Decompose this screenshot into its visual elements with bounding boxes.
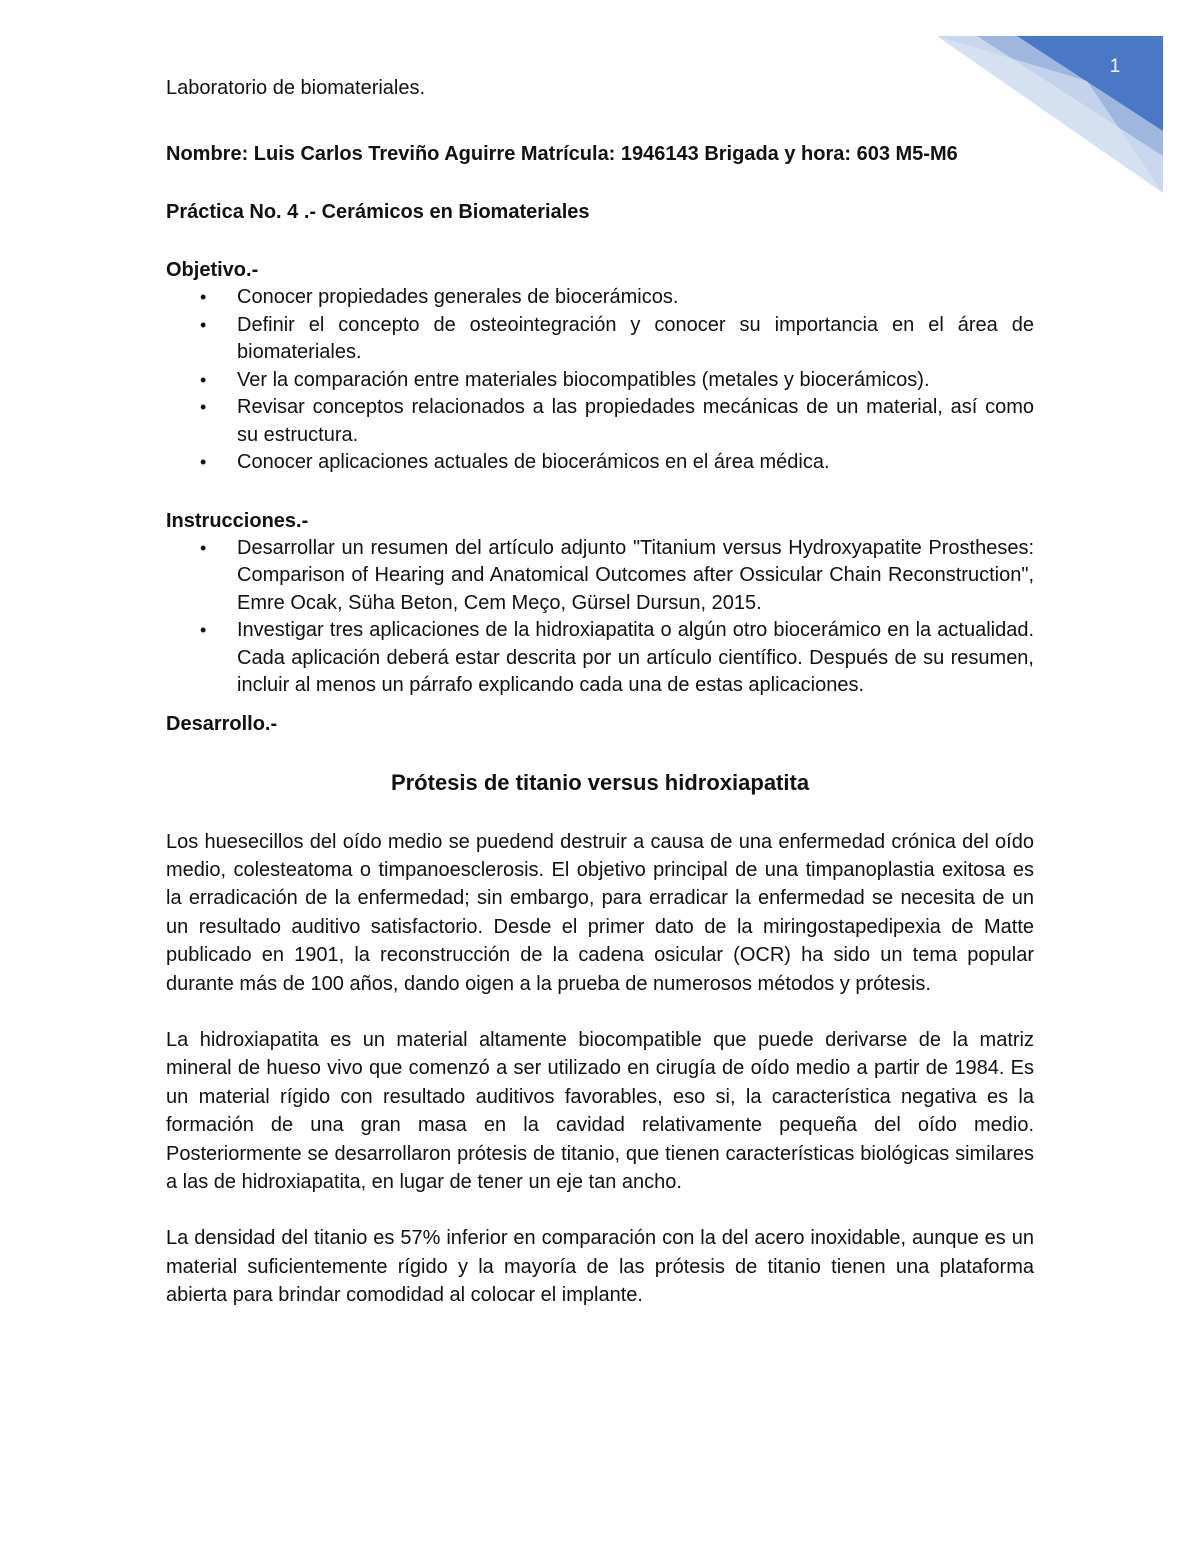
bullet-icon: • <box>200 620 207 640</box>
list-item <box>166 312 1034 367</box>
document-body <box>166 74 1034 1310</box>
list-item <box>166 394 1034 449</box>
objectives-heading: Objetivo.- <box>166 259 259 281</box>
bullet-icon: • <box>200 452 207 472</box>
page-number: 1 <box>1109 56 1121 77</box>
document-header: Laboratorio de biomateriales. <box>166 77 426 99</box>
development-heading: Desarrollo.- <box>166 712 278 735</box>
list-item <box>166 617 1034 700</box>
practice-title: Práctica No. 4 .- Cerámicos en Biomateriales <box>166 201 590 223</box>
instructions-list <box>166 535 1034 700</box>
paragraph: La hidroxiapatita es un material altamente biocompatible que puede derivarse de la matriz mineral de hueso vivo que comenzó a ser utilizado en cirugía de oído medio a partir de 1984. Es un material rígido con resultado auditivos favorables, eso si, la característica negativa es la formación de una gran masa en la cavidad relativamente pequeña del oído medio. Posteriormente se desarrollaron prótesis de titanio, que tienen características biológicas similares a las de hidroxiapatita, en lugar de tener un eje tan ancho. <box>166 1028 1034 1193</box>
list-item <box>166 284 1034 312</box>
bullet-icon: • <box>200 314 207 335</box>
list-item-text: Definir el concepto de osteointegración y conocer su importancia en el área de biomateriales. <box>237 313 1034 363</box>
list-item <box>166 449 1034 477</box>
objectives-list <box>166 284 1034 477</box>
list-item-text: Revisar conceptos relacionados a las propiedades mecánicas de un material, así como su estructura. <box>237 396 1034 446</box>
list-item-text: Conocer propiedades generales de biocerámicos. <box>237 286 679 308</box>
bullet-icon: • <box>200 537 207 558</box>
instructions-heading: Instrucciones.- <box>166 509 309 532</box>
bullet-icon: • <box>200 287 207 307</box>
article-title: Prótesis de titanio versus hidroxiapatita <box>390 769 810 795</box>
bullet-icon: • <box>200 397 207 417</box>
list-item-text: Conocer aplicaciones actuales de biocerámicos en el área médica. <box>237 451 830 473</box>
list-item-text: Investigar tres aplicaciones de la hidroxiapatita o algún otro biocerámico en la actualidad. Cada aplicación deberá estar descrita por un artículo científico. Después de su resumen, incluir al menos un párrafo explicando cada una de estas aplicaciones. <box>237 619 1034 696</box>
bullet-icon: • <box>200 369 207 390</box>
student-info: Nombre: Luis Carlos Treviño Aguirre Matrícula: 1946143 Brigada y hora: 603 M5-M6 <box>166 143 958 165</box>
list-item-text: Ver la comparación entre materiales biocompatibles (metales y biocerámicos). <box>237 368 930 391</box>
paragraph: Los huesecillos del oído medio se puedend destruir a causa de una enfermedad crónica del oído medio, colesteatoma o timpanoesclerosis. El objetivo principal de una timpanoplastia exitosa es la erradicación de la enfermedad; sin embargo, para erradicar la enfermedad se necesita de un un resultado auditivo satisfactorio. Desde el primer dato de la miringostapedipexia de Matte publicado en 1901, la reconstrucción de la cadena osicular (OCR) ha sido un tema popular durante más de 100 años, dando oigen a la prueba de numerosos métodos y prótesis. <box>166 830 1034 995</box>
paragraph: La densidad del titanio es 57% inferior en comparación con la del acero inoxidable, aunque es un material suficientemente rígido y la mayoría de las prótesis de titanio tienen una plataforma abierta para brindar comodidad al colocar el implante. <box>166 1227 1034 1307</box>
list-item-text: Desarrollar un resumen del artículo adjunto "Titanium versus Hydroxyapatite Prostheses: Comparison of Hearing and Anatomical Outcomes after Ossicular Chain Reconstruction", Emre Ocak, Süha Beton, Cem Meço, Gürsel Dursun, 2015. <box>237 536 1034 614</box>
list-item <box>166 535 1034 618</box>
list-item <box>166 367 1034 395</box>
